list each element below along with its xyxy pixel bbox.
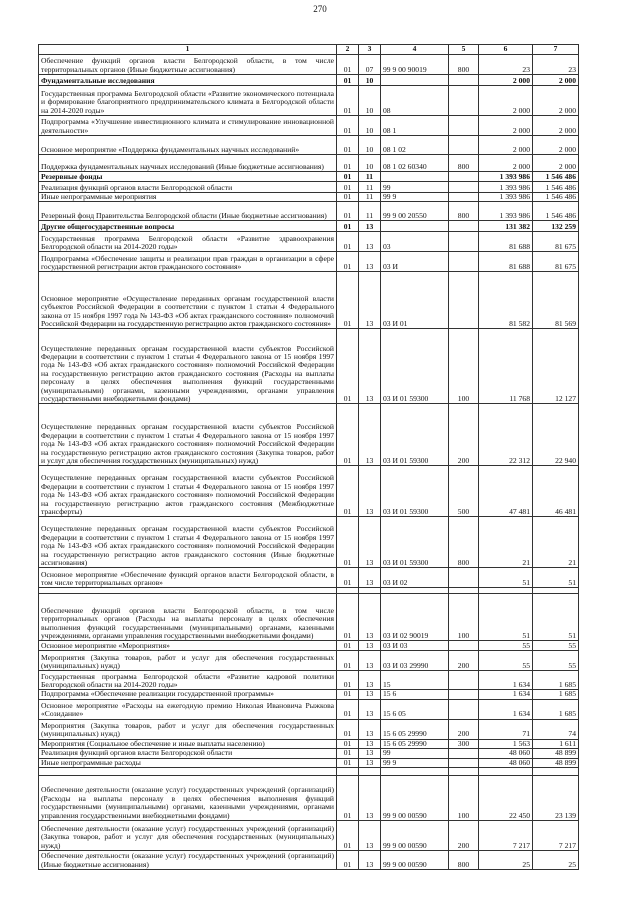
expense-type-code: 800 — [449, 851, 479, 870]
subsection-code: 13 — [359, 776, 381, 821]
section-code: 01 — [337, 193, 359, 202]
table-row — [39, 851, 579, 870]
subsection-code: 13 — [359, 404, 381, 466]
amount-year-1: 23 — [479, 55, 533, 75]
subsection-code: 13 — [359, 651, 381, 671]
item-name: Подпрограмма «Обеспечение защиты и реализации прав граждан в организации в сфере государственной регистрации актов гражданского состояния» — [39, 252, 337, 272]
expense-type-code — [449, 568, 479, 588]
section-code: 01 — [337, 172, 359, 182]
amount-year-1: 48 060 — [479, 758, 533, 767]
column-header: 7 — [533, 45, 579, 55]
table-row — [39, 776, 579, 821]
item-name: Фундаментальные исследования — [39, 75, 337, 86]
amount-year-1: 7 217 — [479, 821, 533, 851]
amount-year-2: 132 259 — [533, 221, 579, 232]
table-row — [39, 329, 579, 404]
amount-year-2: 1 685 — [533, 690, 579, 699]
amount-year-1: 1 393 986 — [479, 182, 533, 193]
spacer-cell — [479, 768, 533, 776]
amount-year-1: 2 000 — [479, 75, 533, 86]
subsection-code: 11 — [359, 172, 381, 182]
item-name: Государственная программа Белгородской области «Развитие здравоохранения Белгородской области на 2014-2020 годы» — [39, 232, 337, 252]
amount-year-1: 11 768 — [479, 329, 533, 404]
table-body — [39, 55, 579, 870]
section-code: 01 — [337, 739, 359, 748]
expense-type-code — [449, 671, 479, 690]
target-article-code — [381, 221, 449, 232]
subsection-code: 10 — [359, 75, 381, 86]
spacer-cell — [359, 768, 381, 776]
table-row — [39, 232, 579, 252]
table-row — [39, 136, 579, 155]
budget-table — [38, 44, 579, 870]
amount-year-1: 55 — [479, 641, 533, 651]
target-article-code: 03 И 01 59300 — [381, 517, 449, 568]
table-row — [39, 252, 579, 272]
section-code: 01 — [337, 182, 359, 193]
table-row — [39, 466, 579, 517]
table-row — [39, 272, 579, 329]
subsection-code: 13 — [359, 690, 381, 699]
amount-year-1: 22 450 — [479, 776, 533, 821]
subsection-code: 10 — [359, 116, 381, 136]
spacer-cell — [533, 768, 579, 776]
amount-year-2: 2 000 — [533, 136, 579, 155]
item-name: Основное мероприятие «Расходы на ежегодную премию Николая Ивановича Рыжкова «Созидание» — [39, 699, 337, 719]
target-article-code: 03 И 01 59300 — [381, 329, 449, 404]
expense-type-code: 100 — [449, 329, 479, 404]
item-name: Подпрограмма «Улучшение инвестиционного климата и стимулирование инновационной деятельности» — [39, 116, 337, 136]
target-article-code: 99 9 — [381, 758, 449, 767]
item-name: Обеспечение деятельности (оказание услуг) государственных учреждений (организаций) (Иные бюджетные ассигнования) — [39, 851, 337, 870]
target-article-code: 03 И 03 29990 — [381, 651, 449, 671]
expense-type-code — [449, 758, 479, 767]
section-code: 01 — [337, 75, 359, 86]
item-name: Государственная программа Белгородской области «Развитие экономического потенциала и формирование благоприятного предпринимательского климата в Белгородской области на 2014-2020 годы» — [39, 86, 337, 116]
expense-type-code — [449, 690, 479, 699]
amount-year-2: 81 675 — [533, 232, 579, 252]
item-name: Реализация функций органов власти Белгородской области — [39, 182, 337, 193]
subsection-code: 10 — [359, 136, 381, 155]
expense-type-code: 800 — [449, 55, 479, 75]
target-article-code: 03 И — [381, 252, 449, 272]
target-article-code: 99 9 00 00590 — [381, 851, 449, 870]
amount-year-1: 1 634 — [479, 699, 533, 719]
item-name: Основное мероприятие «Осуществление переданных органам государственной власти субъектов Российской Федерации в соответствии с пунктом 1 статьи 4 Федерального закона от 15 ноября 1997 года № 143-ФЗ «Об актах гражданского состояния» полномочий Российской Федерации на государственную регистрацию актов гражданского состояния» — [39, 272, 337, 329]
amount-year-2: 81 569 — [533, 272, 579, 329]
amount-year-2: 1 685 — [533, 671, 579, 690]
amount-year-2: 51 — [533, 594, 579, 641]
expense-type-code — [449, 221, 479, 232]
spacer-cell — [449, 768, 479, 776]
page-number: 270 — [313, 4, 327, 14]
table-row — [39, 55, 579, 75]
target-article-code: 03 И 03 — [381, 641, 449, 651]
subsection-code: 13 — [359, 568, 381, 588]
amount-year-1: 71 — [479, 719, 533, 739]
target-article-code: 03 И 02 90019 — [381, 594, 449, 641]
amount-year-2: 48 899 — [533, 758, 579, 767]
amount-year-2: 48 899 — [533, 749, 579, 758]
section-code: 01 — [337, 221, 359, 232]
table-row — [39, 758, 579, 767]
header-row — [39, 45, 579, 55]
section-code: 01 — [337, 699, 359, 719]
amount-year-1: 1 393 986 — [479, 202, 533, 221]
target-article-code: 99 — [381, 749, 449, 758]
target-article-code: 15 6 — [381, 690, 449, 699]
expense-type-code: 100 — [449, 776, 479, 821]
item-name: Обеспечение деятельности (оказание услуг) государственных учреждений (организаций) (Расходы на выплаты персоналу в целях обеспечения выполнения функций государственными (муниципальными) органами, казенными учреждениями, органами управления государственными внебюджетными фондами) — [39, 776, 337, 821]
section-code: 01 — [337, 719, 359, 739]
column-header: 2 — [337, 45, 359, 55]
amount-year-1: 22 312 — [479, 404, 533, 466]
amount-year-1: 2 000 — [479, 136, 533, 155]
subsection-code: 13 — [359, 821, 381, 851]
column-header: 1 — [39, 45, 337, 55]
expense-type-code: 200 — [449, 404, 479, 466]
target-article-code: 03 И 01 59300 — [381, 466, 449, 517]
amount-year-2: 55 — [533, 641, 579, 651]
table-row — [39, 517, 579, 568]
target-article-code: 08 — [381, 86, 449, 116]
section-code: 01 — [337, 749, 359, 758]
subsection-code: 13 — [359, 329, 381, 404]
target-article-code: 15 6 05 29990 — [381, 739, 449, 748]
amount-year-1: 81 582 — [479, 272, 533, 329]
table-row — [39, 182, 579, 193]
target-article-code: 15 6 05 — [381, 699, 449, 719]
spacer-cell — [39, 768, 337, 776]
target-article-code: 03 — [381, 232, 449, 252]
table-row — [39, 202, 579, 221]
table-row — [39, 75, 579, 86]
target-article-code: 99 9 00 00590 — [381, 821, 449, 851]
subsection-code: 13 — [359, 272, 381, 329]
item-name: Резервный фонд Правительства Белгородской области (Иные бюджетные ассигнования) — [39, 202, 337, 221]
table-row — [39, 116, 579, 136]
expense-type-code — [449, 182, 479, 193]
subsection-code: 13 — [359, 671, 381, 690]
target-article-code: 99 9 00 90019 — [381, 55, 449, 75]
spacer-cell — [381, 768, 449, 776]
subsection-code: 07 — [359, 55, 381, 75]
amount-year-1: 81 688 — [479, 252, 533, 272]
amount-year-2: 1 546 486 — [533, 172, 579, 182]
subsection-code: 13 — [359, 466, 381, 517]
subsection-code: 13 — [359, 851, 381, 870]
subsection-code: 13 — [359, 252, 381, 272]
table-row — [39, 594, 579, 641]
amount-year-2: 25 — [533, 851, 579, 870]
item-name: Подпрограмма «Обеспечение реализации государственной программы» — [39, 690, 337, 699]
target-article-code: 99 — [381, 182, 449, 193]
table-row — [39, 749, 579, 758]
item-name: Мероприятия (Закупка товаров, работ и услуг для обеспечения государственных (муниципальных) нужд) — [39, 651, 337, 671]
table-row — [39, 719, 579, 739]
subsection-code: 11 — [359, 193, 381, 202]
amount-year-1: 81 688 — [479, 232, 533, 252]
section-code: 01 — [337, 594, 359, 641]
column-header: 4 — [381, 45, 449, 55]
table-row — [39, 699, 579, 719]
expense-type-code — [449, 86, 479, 116]
subsection-code: 11 — [359, 182, 381, 193]
amount-year-2: 1 546 486 — [533, 202, 579, 221]
amount-year-1: 2 000 — [479, 155, 533, 172]
section-code: 01 — [337, 466, 359, 517]
expense-type-code: 200 — [449, 651, 479, 671]
amount-year-2: 7 217 — [533, 821, 579, 851]
section-code: 01 — [337, 641, 359, 651]
expense-type-code — [449, 116, 479, 136]
table-row — [39, 568, 579, 588]
section-code: 01 — [337, 252, 359, 272]
expense-type-code: 800 — [449, 517, 479, 568]
item-name: Обеспечение функций органов власти Белгородской области, в том числе территориальных органов (Иные бюджетные ассигнования) — [39, 55, 337, 75]
amount-year-1: 1 634 — [479, 690, 533, 699]
expense-type-code: 200 — [449, 821, 479, 851]
expense-type-code — [449, 75, 479, 86]
amount-year-2: 74 — [533, 719, 579, 739]
target-article-code: 99 9 — [381, 193, 449, 202]
item-name: Мероприятия (Закупка товаров, работ и услуг для обеспечения государственных (муниципальных) нужд) — [39, 719, 337, 739]
amount-year-1: 55 — [479, 651, 533, 671]
amount-year-1: 21 — [479, 517, 533, 568]
item-name: Обеспечение деятельности (оказание услуг) государственных учреждений (организаций) (Закупка товаров, работ и услуг для обеспечения государственных (муниципальных) нужд) — [39, 821, 337, 851]
target-article-code — [381, 75, 449, 86]
table-row — [39, 193, 579, 202]
expense-type-code — [449, 699, 479, 719]
amount-year-2: 2 000 — [533, 86, 579, 116]
target-article-code: 03 И 01 — [381, 272, 449, 329]
section-code: 01 — [337, 404, 359, 466]
target-article-code: 99 9 00 00590 — [381, 776, 449, 821]
expense-type-code: 500 — [449, 466, 479, 517]
item-name: Резервные фонды — [39, 172, 337, 182]
section-code: 01 — [337, 758, 359, 767]
expense-type-code: 800 — [449, 155, 479, 172]
amount-year-1: 1 634 — [479, 671, 533, 690]
amount-year-2: 51 — [533, 568, 579, 588]
subsection-code: 13 — [359, 517, 381, 568]
expense-type-code: 300 — [449, 739, 479, 748]
target-article-code: 08 1 02 60340 — [381, 155, 449, 172]
subsection-code: 10 — [359, 86, 381, 116]
amount-year-2: 1 685 — [533, 699, 579, 719]
subsection-code: 13 — [359, 699, 381, 719]
section-code: 01 — [337, 232, 359, 252]
item-name: Иные непрограммные расходы — [39, 758, 337, 767]
amount-year-2: 22 940 — [533, 404, 579, 466]
section-code: 01 — [337, 86, 359, 116]
amount-year-2: 55 — [533, 651, 579, 671]
subsection-code: 11 — [359, 202, 381, 221]
section-code: 01 — [337, 568, 359, 588]
amount-year-2: 23 — [533, 55, 579, 75]
amount-year-2: 23 139 — [533, 776, 579, 821]
target-article-code: 03 И 02 — [381, 568, 449, 588]
expense-type-code: 100 — [449, 594, 479, 641]
subsection-code: 13 — [359, 641, 381, 651]
target-article-code: 99 9 00 20550 — [381, 202, 449, 221]
amount-year-1: 131 382 — [479, 221, 533, 232]
expense-type-code — [449, 252, 479, 272]
amount-year-1: 51 — [479, 594, 533, 641]
subsection-code: 13 — [359, 232, 381, 252]
item-name: Реализация функций органов власти Белгородской области — [39, 749, 337, 758]
spacer-row — [39, 768, 579, 776]
item-name: Мероприятия (Социальное обеспечение и иные выплаты населению) — [39, 739, 337, 748]
target-article-code: 03 И 01 59300 — [381, 404, 449, 466]
expense-type-code — [449, 232, 479, 252]
table-row — [39, 690, 579, 699]
amount-year-2: 21 — [533, 517, 579, 568]
item-name: Основное мероприятие «Мероприятия» — [39, 641, 337, 651]
item-name: Иные непрограммные мероприятия — [39, 193, 337, 202]
section-code: 01 — [337, 851, 359, 870]
subsection-code: 13 — [359, 749, 381, 758]
section-code: 01 — [337, 821, 359, 851]
table-row — [39, 86, 579, 116]
subsection-code: 13 — [359, 758, 381, 767]
amount-year-2: 1 546 486 — [533, 193, 579, 202]
amount-year-1: 1 563 — [479, 739, 533, 748]
column-header: 5 — [449, 45, 479, 55]
section-code: 01 — [337, 690, 359, 699]
expense-type-code: 800 — [449, 202, 479, 221]
section-code: 01 — [337, 202, 359, 221]
section-code: 01 — [337, 55, 359, 75]
section-code: 01 — [337, 776, 359, 821]
amount-year-1: 51 — [479, 568, 533, 588]
table-row — [39, 155, 579, 172]
amount-year-2: 46 481 — [533, 466, 579, 517]
column-header: 3 — [359, 45, 381, 55]
section-code: 01 — [337, 116, 359, 136]
table-row — [39, 641, 579, 651]
target-article-code: 15 6 05 29990 — [381, 719, 449, 739]
subsection-code: 10 — [359, 155, 381, 172]
item-name: Обеспечение функций органов власти Белгородской области, в том числе территориальных органов (Расходы на выплаты персоналу в целях обеспечения выполнения функций государственными (муниципальными) органами, казенными учреждениями, органами управления государственными внебюджетными фондами) — [39, 594, 337, 641]
table-row — [39, 821, 579, 851]
amount-year-2: 1 546 486 — [533, 182, 579, 193]
amount-year-1: 2 000 — [479, 116, 533, 136]
section-code: 01 — [337, 329, 359, 404]
item-name: Основное мероприятие «Обеспечение функций органов власти Белгородской области, в том числе территориальных органов» — [39, 568, 337, 588]
section-code: 01 — [337, 272, 359, 329]
target-article-code: 08 1 02 — [381, 136, 449, 155]
subsection-code: 13 — [359, 739, 381, 748]
item-name: Осуществление переданных органам государственной власти субъектов Российской Федерации в соответствии с пунктом 1 статьи 4 Федерального закона от 15 ноября 1997 года № 143-ФЗ «Об актах гражданского состояния» полномочий Российской Федерации на государственную регистрацию актов гражданского состояния (Иные бюджетные ассигнования) — [39, 517, 337, 568]
target-article-code — [381, 172, 449, 182]
expense-type-code — [449, 172, 479, 182]
amount-year-2: 2 000 — [533, 155, 579, 172]
section-code: 01 — [337, 155, 359, 172]
amount-year-1: 1 393 986 — [479, 172, 533, 182]
table-row — [39, 739, 579, 748]
item-name: Осуществление переданных органам государственной власти субъектов Российской Федерации в соответствии с пунктом 1 статьи 4 Федерального закона от 15 ноября 1997 года № 143-ФЗ «Об актах гражданского состояния» полномочий Российской Федерации на государственную регистрацию актов гражданского состояния (Расходы на выплаты персоналу в целях обеспечения выполнения функций государственными (муниципальными) органами, казенными учреждениями, органами управления государственными внебюджетными фондами) — [39, 329, 337, 404]
subsection-code: 13 — [359, 719, 381, 739]
item-name: Государственная программа Белгородской области «Развитие кадровой политики Белгородской области на 2014-2020 годы» — [39, 671, 337, 690]
target-article-code: 15 — [381, 671, 449, 690]
amount-year-2: 2 000 — [533, 75, 579, 86]
section-code: 01 — [337, 671, 359, 690]
expense-type-code: 200 — [449, 719, 479, 739]
item-name: Осуществление переданных органам государственной власти субъектов Российской Федерации в соответствии с пунктом 1 статьи 4 Федерального закона от 15 ноября 1997 года № 143-ФЗ «Об актах гражданского состояния» полномочий Российской Федерации на государственную регистрацию актов гражданского состояния (Закупка товаров, работ и услуг для обеспечения государственных (муниципальных) нужд) — [39, 404, 337, 466]
expense-type-code — [449, 749, 479, 758]
table-row — [39, 172, 579, 182]
amount-year-1: 1 393 986 — [479, 193, 533, 202]
item-name: Основное мероприятие «Поддержка фундаментальных научных исследований» — [39, 136, 337, 155]
table-row — [39, 651, 579, 671]
expense-type-code — [449, 193, 479, 202]
expense-type-code — [449, 136, 479, 155]
amount-year-1: 48 060 — [479, 749, 533, 758]
spacer-cell — [337, 768, 359, 776]
amount-year-1: 2 000 — [479, 86, 533, 116]
amount-year-2: 1 611 — [533, 739, 579, 748]
table-row — [39, 671, 579, 690]
section-code: 01 — [337, 651, 359, 671]
expense-type-code — [449, 272, 479, 329]
item-name: Поддержка фундаментальных научных исследований (Иные бюджетные ассигнования) — [39, 155, 337, 172]
column-header: 6 — [479, 45, 533, 55]
expense-type-code — [449, 641, 479, 651]
item-name: Осуществление переданных органам государственной власти субъектов Российской Федерации в соответствии с пунктом 1 статьи 4 Федерального закона от 15 ноября 1997 года № 143-ФЗ «Об актах гражданского состояния» полномочий Российской Федерации на государственную регистрацию актов гражданского состояния (Межбюджетные трансферты) — [39, 466, 337, 517]
table-row — [39, 404, 579, 466]
amount-year-2: 12 127 — [533, 329, 579, 404]
amount-year-1: 47 481 — [479, 466, 533, 517]
item-name: Другие общегосударственные вопросы — [39, 221, 337, 232]
table-row — [39, 221, 579, 232]
subsection-code: 13 — [359, 221, 381, 232]
target-article-code: 08 1 — [381, 116, 449, 136]
section-code: 01 — [337, 517, 359, 568]
section-code: 01 — [337, 136, 359, 155]
amount-year-1: 25 — [479, 851, 533, 870]
amount-year-2: 2 000 — [533, 116, 579, 136]
amount-year-2: 81 675 — [533, 252, 579, 272]
subsection-code: 13 — [359, 594, 381, 641]
